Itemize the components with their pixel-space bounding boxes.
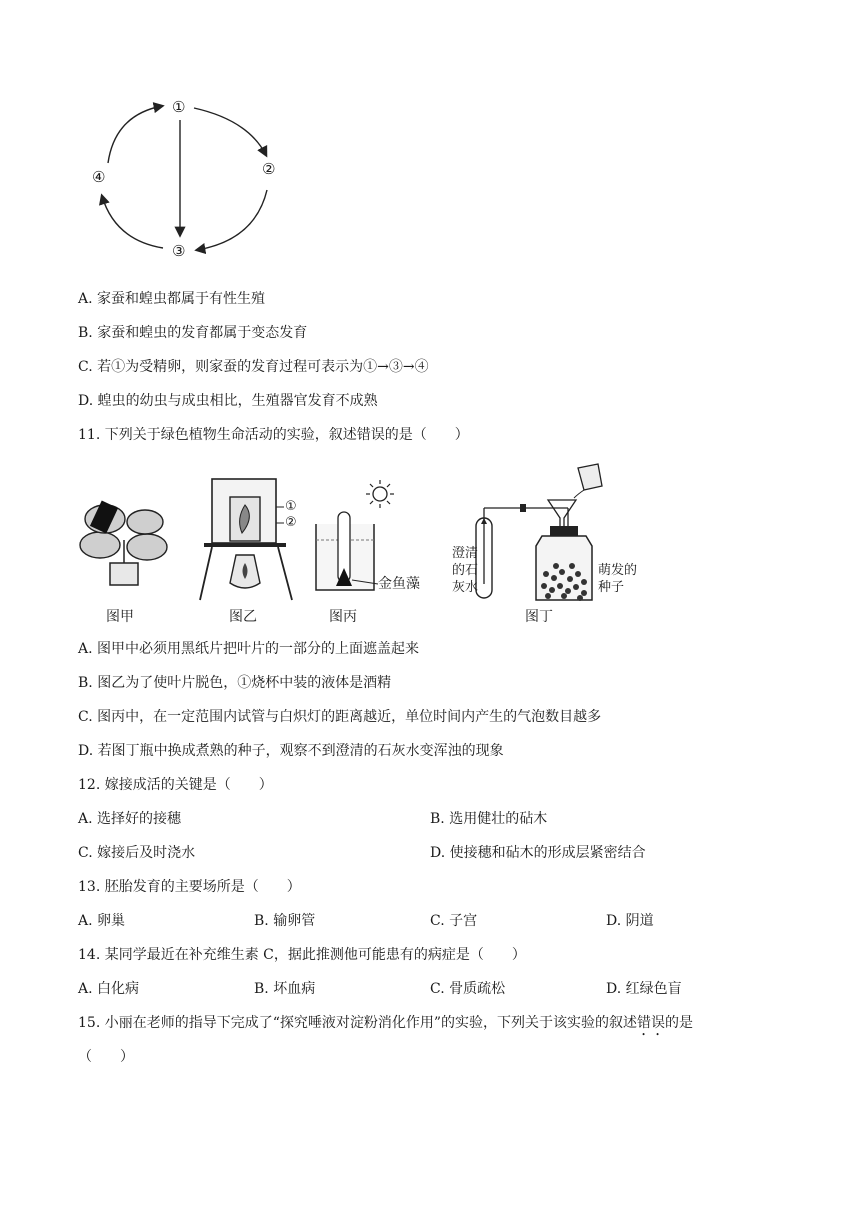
node-4: ④	[92, 168, 106, 186]
q10-option-a: A. 家蚕和蝗虫都属于有性生殖	[78, 291, 266, 307]
q14-stem: 14. 某同学最近在补充维生素 C，据此推测他可能患有的病症是（ ）	[78, 947, 526, 963]
q15-stem-paren: （ ）	[78, 1049, 134, 1065]
q13-option-d: D. 阴道	[606, 913, 654, 929]
q12-option-a: A. 选择好的接穗	[78, 811, 182, 827]
q14-option-d: D. 红绿色盲	[606, 981, 682, 997]
q11-option-c: C. 图丙中，在一定范围内试管与白炽灯的距离越近，单位时间内产生的气泡数目越多	[78, 709, 602, 725]
limewater-line-3: 灰水	[452, 580, 479, 595]
q13-option-c: C. 子宫	[430, 913, 478, 929]
figure-yi-caption: 图乙	[229, 609, 257, 625]
q12-option-b: B. 选用健壮的砧木	[430, 811, 548, 827]
limewater-line-1: 澄清	[452, 546, 479, 561]
q13-stem: 13. 胚胎发育的主要场所是（ ）	[78, 879, 301, 895]
figure-bing-caption: 图丙	[329, 609, 357, 625]
node-3: ③	[172, 242, 186, 260]
q11-option-a: A. 图甲中必须用黑纸片把叶片的一部分的上面遮盖起来	[78, 641, 420, 657]
figure-jia-caption: 图甲	[106, 609, 134, 625]
seeds-label	[598, 562, 637, 596]
q14-option-a: A. 白化病	[78, 981, 140, 997]
q14-option-c: C. 骨质疏松	[430, 981, 506, 997]
q10-option-d: D. 蝗虫的幼虫与成虫相比，生殖器官发育不成熟	[78, 393, 378, 409]
q11-option-d: D. 若图丁瓶中换成煮熟的种子，观察不到澄清的石灰水变浑浊的现象	[78, 743, 504, 759]
q15-stem-end: 的是	[665, 1015, 694, 1031]
q10-option-b: B. 家蚕和蝗虫的发育都属于变态发育	[78, 325, 308, 341]
q12-option-d: D. 使接穗和砧木的形成层紧密结合	[430, 845, 646, 861]
q15-stem-main: 15. 小丽在老师的指导下完成了“探究唾液对淀粉消化作用”的实验，下列关于该实验的叙述	[78, 1015, 638, 1031]
q13-option-a: A. 卵巢	[78, 913, 126, 929]
goldfish-weed-label: 金鱼藻	[378, 576, 420, 592]
figure-ding-caption: 图丁	[525, 609, 553, 625]
beaker-mark-2: ②	[285, 515, 297, 530]
q15-stem-emphasis: 错误	[637, 1015, 666, 1031]
q12-stem: 12. 嫁接成活的关键是（ ）	[78, 777, 273, 793]
figure-jia-plant-icon	[75, 495, 175, 595]
q13-option-b: B. 输卵管	[254, 913, 316, 929]
q14-option-b: B. 坏血病	[254, 981, 316, 997]
figure-yi-water-bath-icon	[200, 475, 300, 605]
node-1: ①	[172, 98, 186, 116]
limewater-label	[452, 545, 486, 596]
seeds-line-1: 萌发的	[598, 563, 638, 578]
beaker-mark-1: ①	[285, 499, 297, 514]
q15-stem	[78, 1013, 693, 1039]
limewater-line-2: 的石	[452, 563, 479, 578]
q12-option-c: C. 嫁接后及时浇水	[78, 845, 196, 861]
node-2: ②	[262, 160, 276, 178]
q11-option-b: B. 图乙为了使叶片脱色，①烧杯中装的液体是酒精	[78, 675, 392, 691]
cycle-arrows	[0, 0, 860, 280]
seeds-line-2: 种子	[598, 580, 625, 595]
q11-stem: 11. 下列关于绿色植物生命活动的实验，叙述错误的是（ ）	[78, 427, 469, 443]
q10-option-c: C. 若①为受精卵，则家蚕的发育过程可表示为①→③→④	[78, 359, 429, 375]
